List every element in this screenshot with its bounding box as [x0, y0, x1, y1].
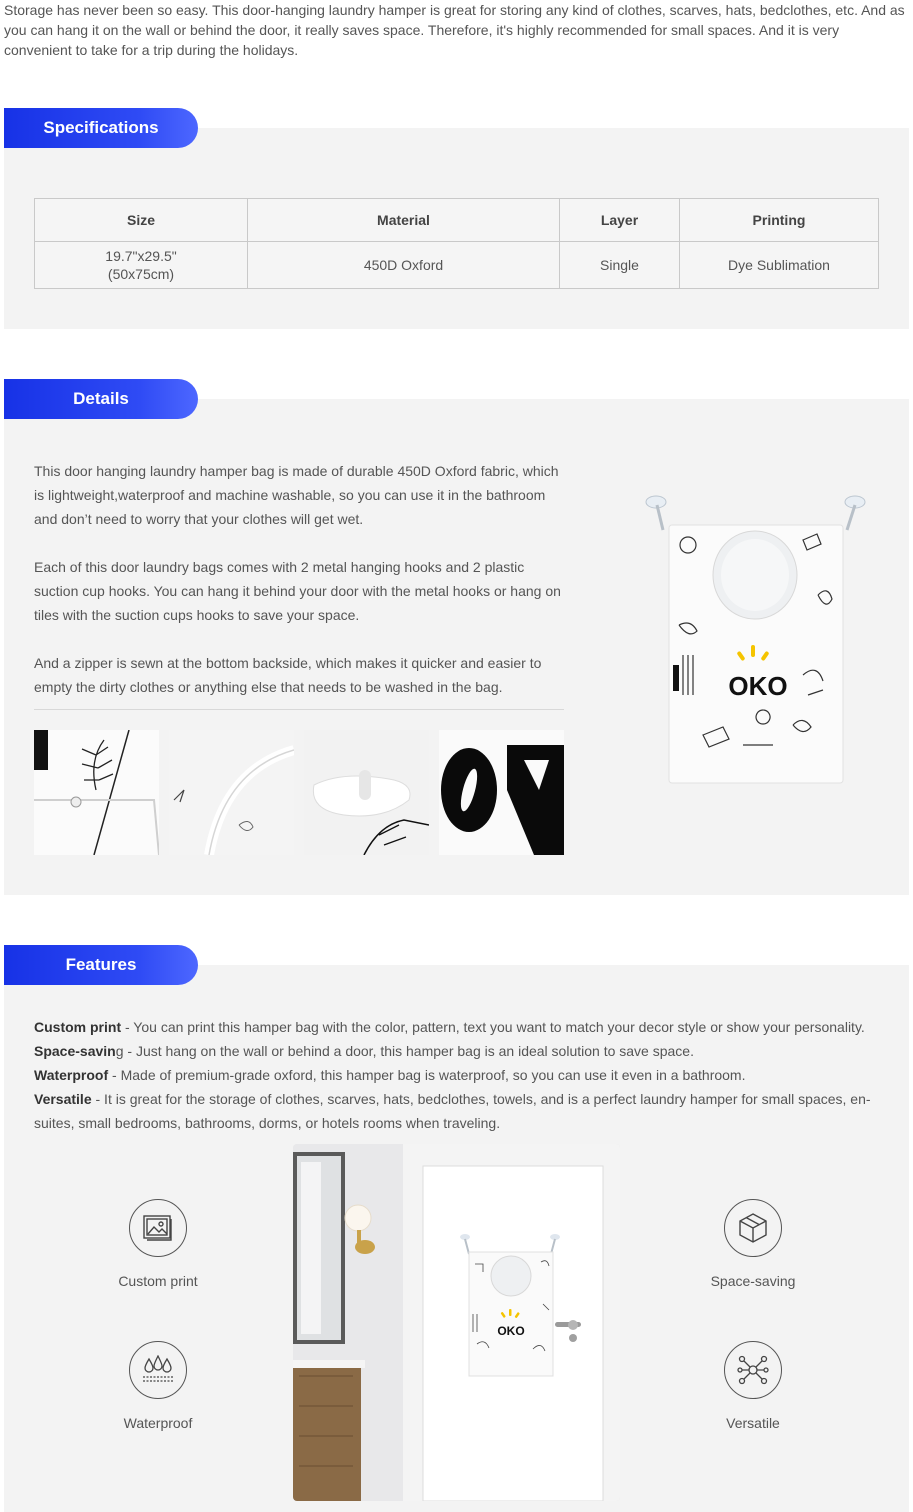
details-paragraph: And a zipper is sewn at the bottom backside, which makes it quicker and easier to empty the dirty clothes or anything else that needs to be washed in the bag. — [34, 655, 542, 695]
thumbnail-hanging-loop[interactable] — [304, 730, 429, 855]
table-header: Size — [35, 199, 248, 242]
feature-title: Custom print — [34, 1019, 122, 1035]
image-icon — [129, 1199, 187, 1257]
feature-icon-label: Custom print — [118, 1273, 198, 1289]
feature-icon-label: Space-saving — [710, 1273, 796, 1289]
table-header-row — [35, 199, 879, 242]
thumbnail-edge-seam[interactable] — [169, 730, 294, 855]
features-text — [34, 1015, 884, 1135]
table-header: Printing — [680, 199, 879, 242]
feature-icon-label: Versatile — [726, 1415, 780, 1431]
box-icon — [724, 1199, 782, 1257]
details-tab: Details — [4, 379, 198, 419]
size-line: (50x75cm) — [107, 266, 175, 282]
feature-line — [34, 1063, 884, 1087]
printing-cell: Dye Sublimation — [680, 242, 879, 289]
feature-title: Space-savin — [34, 1043, 116, 1059]
feature-icon-label: Waterproof — [123, 1415, 193, 1431]
specifications-tab: Specifications — [4, 108, 198, 148]
details-paragraph: Each of this door laundry bags comes with 2 metal hanging hooks and 2 plastic suction cup hooks. You can hang it behind your door with the metal hooks or hang on tiles with the suction cups hooks to save your space. — [34, 559, 561, 623]
feature-title: Waterproof — [34, 1067, 109, 1083]
specifications-table — [34, 198, 879, 289]
photo-logo-text: OKO — [497, 1324, 525, 1338]
feature-title: Versatile — [34, 1091, 92, 1107]
feature-description: - You can print this hamper bag with the color, pattern, text you want to match your decor style or show your personality. — [121, 1019, 865, 1035]
feature-title-tail: g — [115, 1043, 124, 1059]
size-cell — [35, 242, 248, 289]
table-header: Layer — [560, 199, 680, 242]
details-text — [34, 459, 564, 723]
thumbnail-logo-print[interactable] — [439, 730, 564, 855]
feature-line — [34, 1087, 884, 1135]
details-paragraph: This door hanging laundry hamper bag is made of durable 450D Oxford fabric, which is lightweight,waterproof and machine washable, so you can use it in the bathroom and don’t need to worry that your clothes will get wet. — [34, 463, 559, 527]
feature-line — [34, 1039, 884, 1063]
features-tab: Features — [4, 945, 198, 985]
feature-line — [34, 1015, 884, 1039]
thumbnail-leaf-print[interactable] — [34, 730, 159, 855]
feature-description: - It is great for the storage of clothes, scarves, hats, bedclothes, towels, and is a perfect laundry hamper for small spaces, en-suites, small bedrooms, bathrooms, dorms, or hotels rooms when traveling. — [34, 1091, 871, 1131]
network-icon — [724, 1341, 782, 1399]
product-image — [643, 495, 868, 785]
divider — [34, 709, 564, 710]
product-logo-text: OKO — [728, 671, 788, 701]
table-header: Material — [248, 199, 560, 242]
layer-cell: Single — [560, 242, 680, 289]
feature-description: - Just hang on the wall or behind a door, this hamper bag is an ideal solution to save space. — [123, 1043, 694, 1059]
feature-description: - Made of premium-grade oxford, this hamper bag is waterproof, so you can use it even in a bathroom. — [108, 1067, 746, 1083]
material-cell: 450D Oxford — [248, 242, 560, 289]
intro-paragraph: Storage has never been so easy. This door-hanging laundry hamper is great for storing any kind of clothes, scarves, hats, bedclothes, etc. And as you can hang it on the wall or behind the door, it really saves space. Therefore, it's highly recommended for small spaces. And it is very convenient to take for a trip during the holidays. — [4, 2, 905, 58]
size-line: 19.7"x29.5" — [105, 248, 177, 264]
table-row — [35, 242, 879, 289]
door-hanging-photo — [293, 1144, 620, 1501]
water-drops-icon — [129, 1341, 187, 1399]
